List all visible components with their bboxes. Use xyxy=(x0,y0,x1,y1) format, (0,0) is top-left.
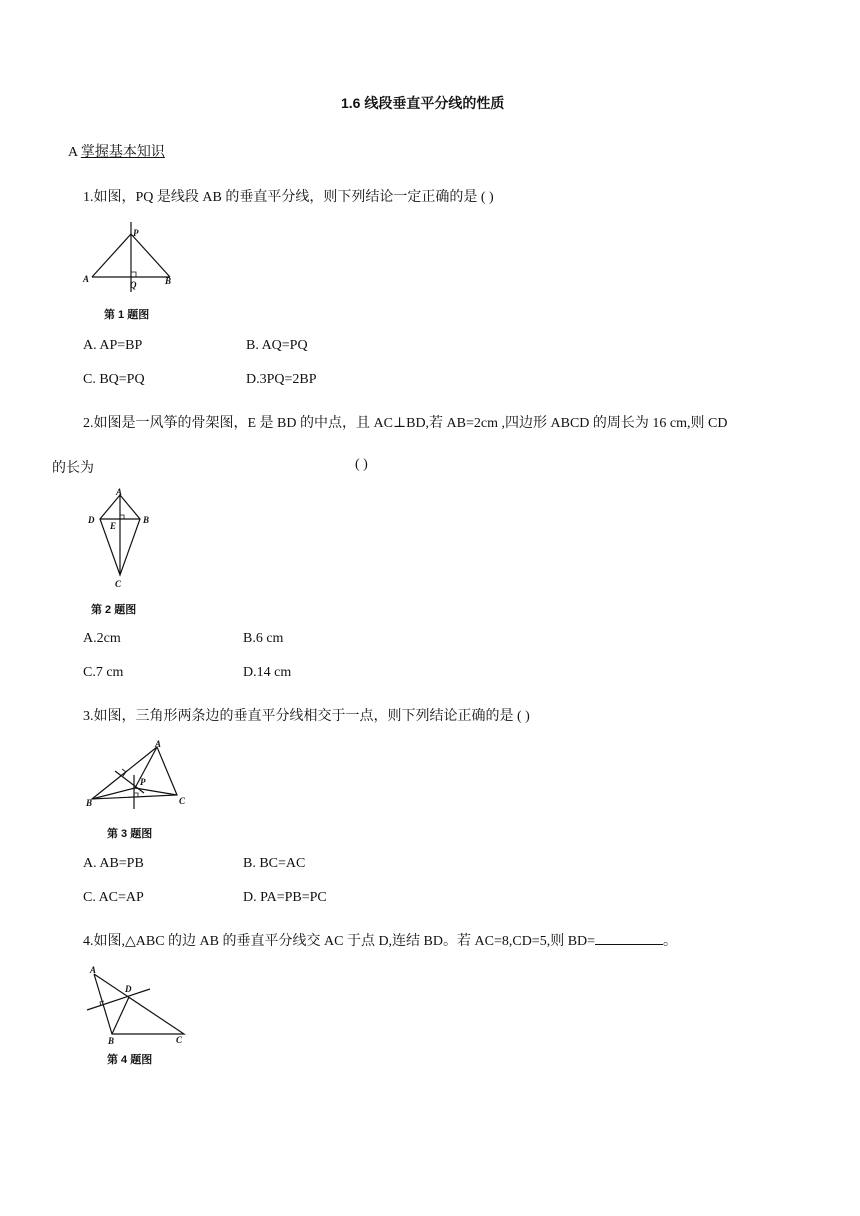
question-2-option-d: D.14 cm xyxy=(243,665,292,680)
question-2-option-a: A.2cm xyxy=(83,631,121,646)
section-prefix: A xyxy=(68,145,81,160)
question-1-option-a: A. AP=BP xyxy=(83,338,143,353)
question-1-figure-caption: 第 1 题图 xyxy=(104,309,150,321)
label-a: A xyxy=(155,739,162,749)
label-q: Q xyxy=(130,280,137,290)
question-3-option-a: A. AB=PB xyxy=(83,856,144,871)
label-b: B xyxy=(108,1036,115,1046)
question-2-option-c: C.7 cm xyxy=(83,665,124,680)
question-3-option-d: D. PA=PB=PC xyxy=(243,890,327,905)
question-4-figure-caption: 第 4 题图 xyxy=(107,1054,153,1066)
label-d: D xyxy=(125,984,132,994)
triangle-abc xyxy=(94,974,184,1034)
question-3-option-b: B. BC=AC xyxy=(243,856,306,871)
label-b: B xyxy=(86,798,93,808)
question-3-figure-caption: 第 3 题图 xyxy=(107,828,153,840)
section-header xyxy=(68,141,165,161)
label-c: C xyxy=(115,579,122,589)
label-d: D xyxy=(88,515,95,525)
question-1-figure xyxy=(80,218,190,294)
question-4-stem-text: 4.如图,△ABC 的边 AB 的垂直平分线交 AC 于点 D,连结 BD。若 AC=8,CD=5,则 BD= xyxy=(83,934,596,949)
question-1-option-b: B. AQ=PQ xyxy=(246,338,308,353)
section-label: 掌握基本知识 xyxy=(80,145,165,160)
label-e: E xyxy=(110,521,117,531)
question-2-figure xyxy=(82,485,162,591)
label-b: B xyxy=(143,515,150,525)
label-c: C xyxy=(176,1035,183,1045)
label-p: P xyxy=(140,777,146,787)
question-1-option-c: C. BQ=PQ xyxy=(83,372,145,387)
question-1-option-d: D.3PQ=2BP xyxy=(246,372,317,387)
question-2-stem-line1: 2.如图是一风筝的骨架图，E 是 BD 的中点，且 AC⊥BD,若 AB=2cm ,四边形 ABCD 的周长为 16 cm,则 CD xyxy=(83,416,728,431)
question-2-answer-paren: ( ) xyxy=(355,457,368,472)
question-4-stem xyxy=(83,930,677,950)
question-4-figure xyxy=(84,962,196,1046)
label-c: C xyxy=(179,796,186,806)
label-a: A xyxy=(116,487,123,497)
question-3-figure xyxy=(82,735,194,813)
label-a: A xyxy=(83,274,90,284)
question-3-option-c: C. AC=AP xyxy=(83,890,144,905)
label-p: P xyxy=(133,228,139,238)
question-3-stem: 3.如图，三角形两条边的垂直平分线相交于一点，则下列结论正确的是 ( ) xyxy=(83,709,530,724)
question-1-stem: 1.如图，PQ 是线段 AB 的垂直平分线，则下列结论一定正确的是 ( ) xyxy=(83,190,494,205)
page-title: 1.6 线段垂直平分线的性质 xyxy=(341,95,505,111)
perpendicular-bisector-ab xyxy=(87,989,150,1010)
label-a: A xyxy=(90,965,97,975)
label-b: B xyxy=(165,276,172,286)
question-2-stem-line2: 的长为 xyxy=(52,461,94,476)
right-angle-mark xyxy=(131,272,136,277)
segment-bd xyxy=(112,997,129,1034)
answer-blank[interactable] xyxy=(595,932,663,945)
question-2-option-b: B.6 cm xyxy=(243,631,284,646)
question-4-stem-end: 。 xyxy=(663,934,678,949)
question-2-figure-caption: 第 2 题图 xyxy=(91,604,137,616)
segment-pa xyxy=(135,747,157,788)
